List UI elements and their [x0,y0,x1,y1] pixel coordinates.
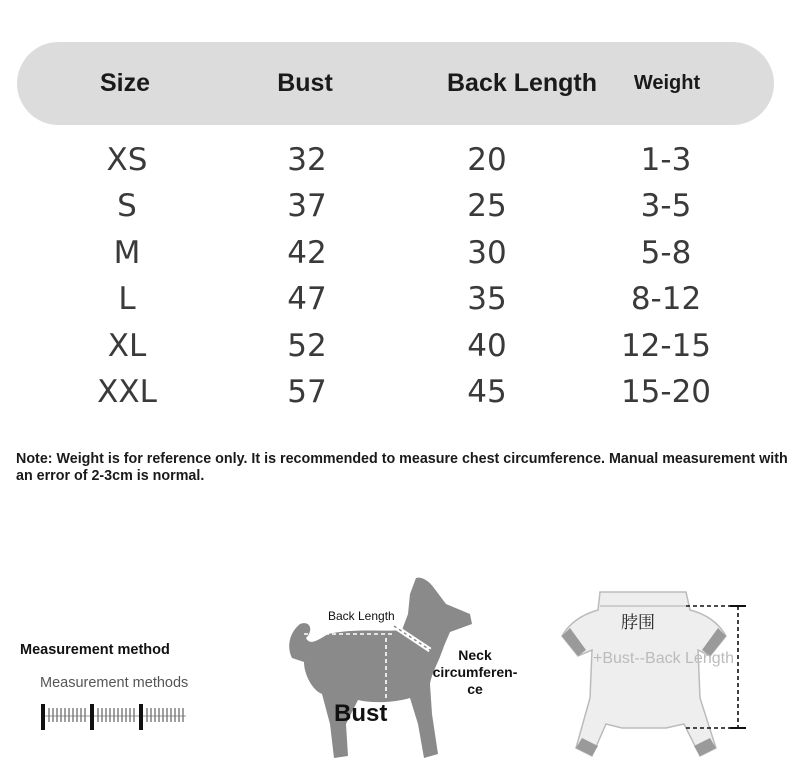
table-row [0,137,800,183]
cell-size: M [113,234,141,271]
header-back-length: Back Length [446,69,598,97]
cell-weight: 12-15 [620,327,712,364]
pet-shirt-diagram [556,588,772,760]
cell-bust: 47 [287,281,327,318]
table-header [17,42,774,125]
cell-back-length: 25 [467,188,507,225]
cell-back-length: 35 [467,281,507,318]
cell-size: S [117,188,137,225]
cell-weight: 3-5 [640,188,692,225]
cell-back-length: 45 [467,373,507,410]
header-bust: Bust [277,69,333,97]
cell-weight: 8-12 [630,281,702,318]
shirt-bust-back-label: +Bust--Back Length [593,650,734,667]
cell-bust: 37 [287,188,327,225]
cell-weight: 5-8 [640,234,692,271]
cell-size: XS [106,142,148,178]
cell-bust: 32 [287,142,327,178]
cell-back-length: 30 [467,234,507,271]
table-row [0,230,800,276]
header-size: Size [99,69,151,97]
reference-note: Note: Weight is for reference only. It is recommended to measure chest circumference. Manual measurement with an error of 2-3cm is normal. [16,451,788,484]
table-row [0,323,800,369]
dog-back-length-label: Back Length [328,609,395,623]
cell-weight: 1-3 [640,142,692,178]
tape-measure-icon [40,700,190,732]
dog-neck-label: Neck circumferen-ce [432,647,518,697]
measurement-methods-label: Measurement methods [40,675,189,691]
cell-bust: 42 [287,234,327,271]
cell-bust: 57 [287,373,327,410]
cell-weight: 15-20 [620,373,712,410]
dog-bust-label: Bust [334,700,388,727]
cell-bust: 52 [287,327,327,364]
table-row [0,183,800,229]
cell-size: L [118,281,136,318]
size-table-body [0,137,800,415]
header-weight: Weight [633,72,701,94]
cell-size: XL [107,327,147,364]
cell-size: XXL [97,373,157,410]
table-row [0,369,800,415]
shirt-neck-label: 脖围 [621,613,655,633]
cell-back-length: 20 [467,142,507,178]
cell-back-length: 40 [467,327,507,364]
table-row [0,276,800,322]
measurement-method-label: Measurement method [20,642,170,658]
